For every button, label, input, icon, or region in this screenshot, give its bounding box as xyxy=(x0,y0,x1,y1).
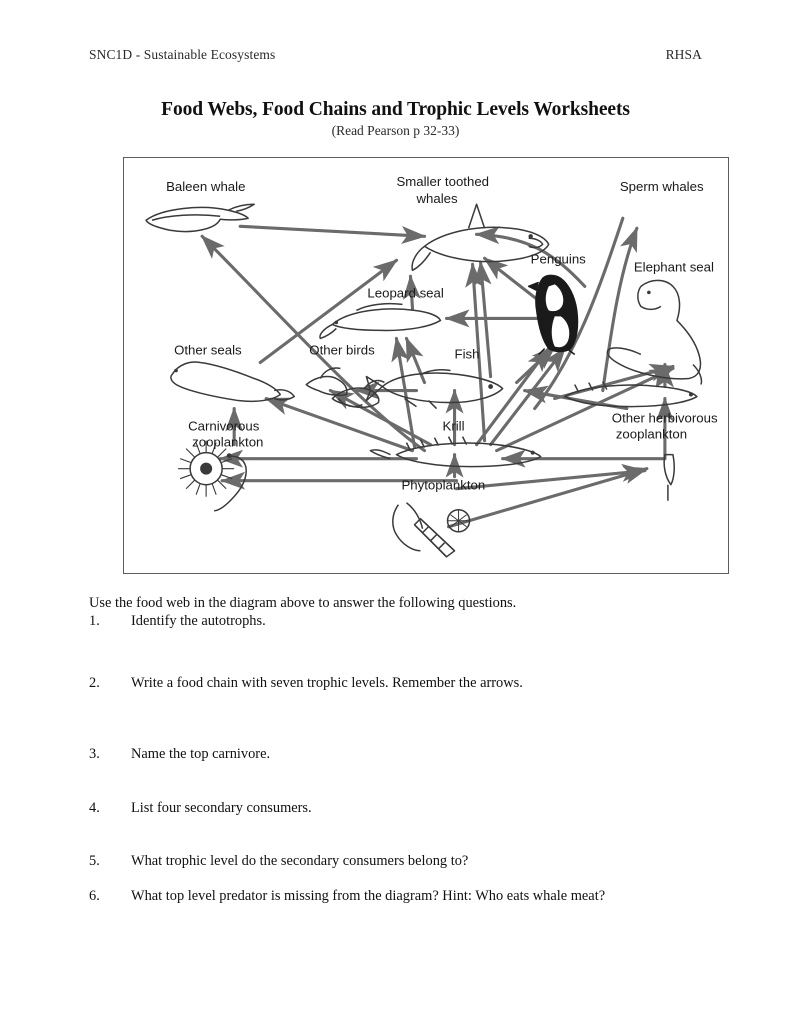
label-leopard-seal: Leopard seal xyxy=(367,285,444,301)
label-penguins: Penguins xyxy=(530,251,586,267)
school-label: RHSA xyxy=(665,47,702,62)
question-text: Name the top carnivore. xyxy=(131,746,271,762)
question-number: 1. xyxy=(89,613,100,629)
leopard-seal-sketch xyxy=(320,304,441,339)
food-web-drawing xyxy=(124,158,728,573)
label-smaller-toothed-whales-line2: whales xyxy=(416,191,458,207)
arrow-elephant-seal-to-sperm-whales xyxy=(603,228,637,390)
label-fish: Fish xyxy=(454,346,480,362)
question-row-2 xyxy=(89,675,523,692)
question-number: 6. xyxy=(89,888,100,904)
question-row-6 xyxy=(89,888,605,905)
question-number: 3. xyxy=(89,746,100,762)
question-text: List four secondary consumers. xyxy=(131,800,312,816)
page-subtitle: (Read Pearson p 32-33) xyxy=(331,123,460,138)
question-text: Identify the autotrophs. xyxy=(131,613,266,629)
label-other-birds: Other birds xyxy=(309,342,375,358)
question-text: Write a food chain with seven trophic levels. Remember the arrows. xyxy=(131,675,523,691)
label-carnivorous-zooplankton-line1: Carnivorous xyxy=(188,418,260,434)
page-title: Food Webs, Food Chains and Trophic Levels Worksheets xyxy=(161,99,630,120)
question-row-3 xyxy=(89,746,270,763)
course-label: SNC1D - Sustainable Ecosystems xyxy=(89,47,276,62)
question-text: What trophic level do the secondary consumers belong to? xyxy=(131,853,469,869)
carnivorous-zooplankton-sketch xyxy=(178,441,246,511)
other-seals-sketch xyxy=(171,362,294,401)
food-web-figure xyxy=(123,157,729,574)
phytoplankton-sketch xyxy=(393,503,470,557)
question-number: 5. xyxy=(89,853,100,869)
label-other-herbivorous-zooplankton-line2: zooplankton xyxy=(615,426,688,442)
label-baleen-whale: Baleen whale xyxy=(166,179,246,195)
label-krill: Krill xyxy=(442,418,465,434)
label-other-herbivorous-zooplankton-line1: Other herbivorous xyxy=(611,410,718,426)
smaller-toothed-whales-sketch xyxy=(412,204,549,270)
question-number: 4. xyxy=(89,800,100,816)
label-other-seals: Other seals xyxy=(174,342,242,358)
question-row-1 xyxy=(89,613,266,630)
arrow-krill-to-other-birds xyxy=(330,391,430,445)
label-phytoplankton: Phytoplankton xyxy=(401,477,486,493)
question-text: What top level predator is missing from the diagram? Hint: Who eats whale meat? xyxy=(131,888,606,904)
arrow-fish-to-penguins xyxy=(517,346,555,382)
label-smaller-toothed-whales-line1: Smaller toothed xyxy=(396,174,490,190)
instructions-text: Use the food web in the diagram above to answer the following questions. xyxy=(89,595,517,611)
baleen-whale-sketch xyxy=(146,204,254,231)
running-head xyxy=(89,46,702,64)
question-row-5 xyxy=(89,853,468,870)
label-sperm-whales: Sperm whales xyxy=(619,179,704,195)
elephant-seal-sketch xyxy=(607,280,701,384)
penguins-sketch xyxy=(529,275,578,354)
arrow-baleen-whale-to-smaller-toothed-whales xyxy=(240,226,424,236)
label-carnivorous-zooplankton-line2: zooplankton xyxy=(192,434,264,450)
question-number: 2. xyxy=(89,675,100,691)
label-elephant-seal: Elephant seal xyxy=(633,259,714,275)
question-row-4 xyxy=(89,800,312,817)
other-birds-sketch xyxy=(306,368,384,407)
